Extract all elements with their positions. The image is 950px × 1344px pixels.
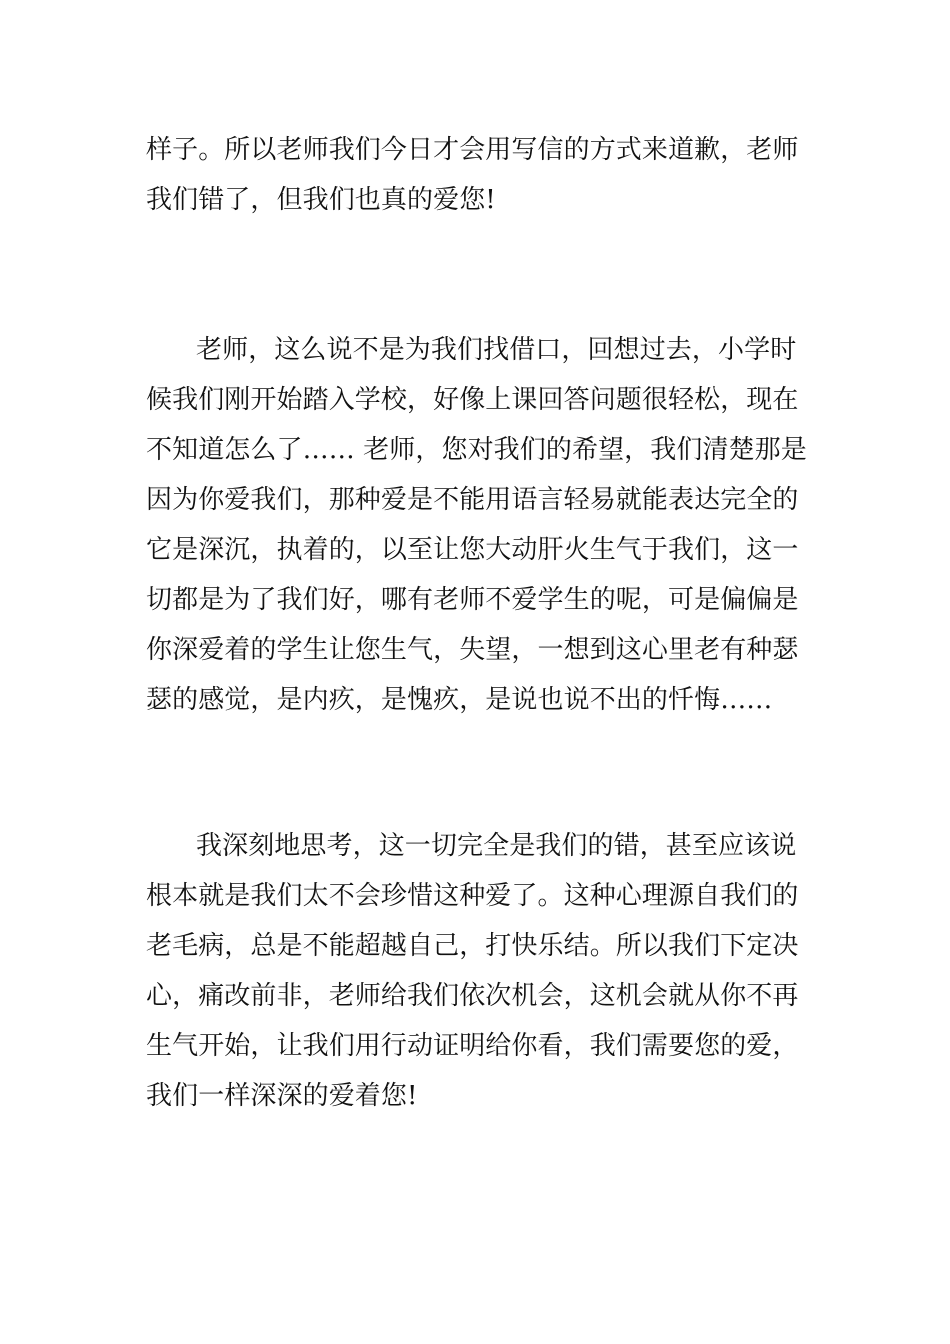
- paragraph-2-line-2: 候我们刚开始踏入学校，好像上课回答问题很轻松，现在: [146, 385, 799, 415]
- paragraph-2-line-4: 因为你爱我们，那种爱是不能用语言轻易就能表达完全的: [146, 485, 799, 515]
- paragraph-3-line-2: 根本就是我们太不会珍惜这种爱了。这种心理源自我们的: [146, 881, 799, 911]
- paragraph-2-line-7: 你深爱着的学生让您生气，失望，一想到这心里老有种瑟: [146, 635, 799, 665]
- paragraph-2-line-1: 老师，这么说不是为我们找借口，回想过去，小学时: [196, 335, 797, 365]
- paragraph-1-line-1: 样子。所以老师我们今日才会用写信的方式来道歉，老师: [146, 135, 799, 165]
- paragraph-3-line-1: 我深刻地思考，这一切完全是我们的错，甚至应该说: [196, 831, 797, 861]
- paragraph-2-line-3: 不知道怎么了…… 老师，您对我们的希望，我们清楚那是: [146, 435, 807, 465]
- paragraph-1-line-2: 我们错了，但我们也真的爱您!: [146, 185, 496, 215]
- paragraph-3-line-3: 老毛病，总是不能超越自己，打快乐结。所以我们下定决: [146, 931, 799, 961]
- paragraph-2-line-5: 它是深沉，执着的，以至让您大动肝火生气于我们，这一: [146, 535, 799, 565]
- paragraph-3-line-6: 我们一样深深的爱着您!: [146, 1081, 418, 1111]
- paragraph-2-line-8: 瑟的感觉，是内疚，是愧疚，是说也说不出的忏悔……: [146, 685, 773, 715]
- paragraph-2-line-6: 切都是为了我们好，哪有老师不爱学生的呢，可是偏偏是: [146, 585, 799, 615]
- paragraph-3-line-5: 生气开始，让我们用行动证明给你看，我们需要您的爱，: [146, 1031, 799, 1061]
- paragraph-3-line-4: 心，痛改前非，老师给我们依次机会，这机会就从你不再: [146, 981, 799, 1011]
